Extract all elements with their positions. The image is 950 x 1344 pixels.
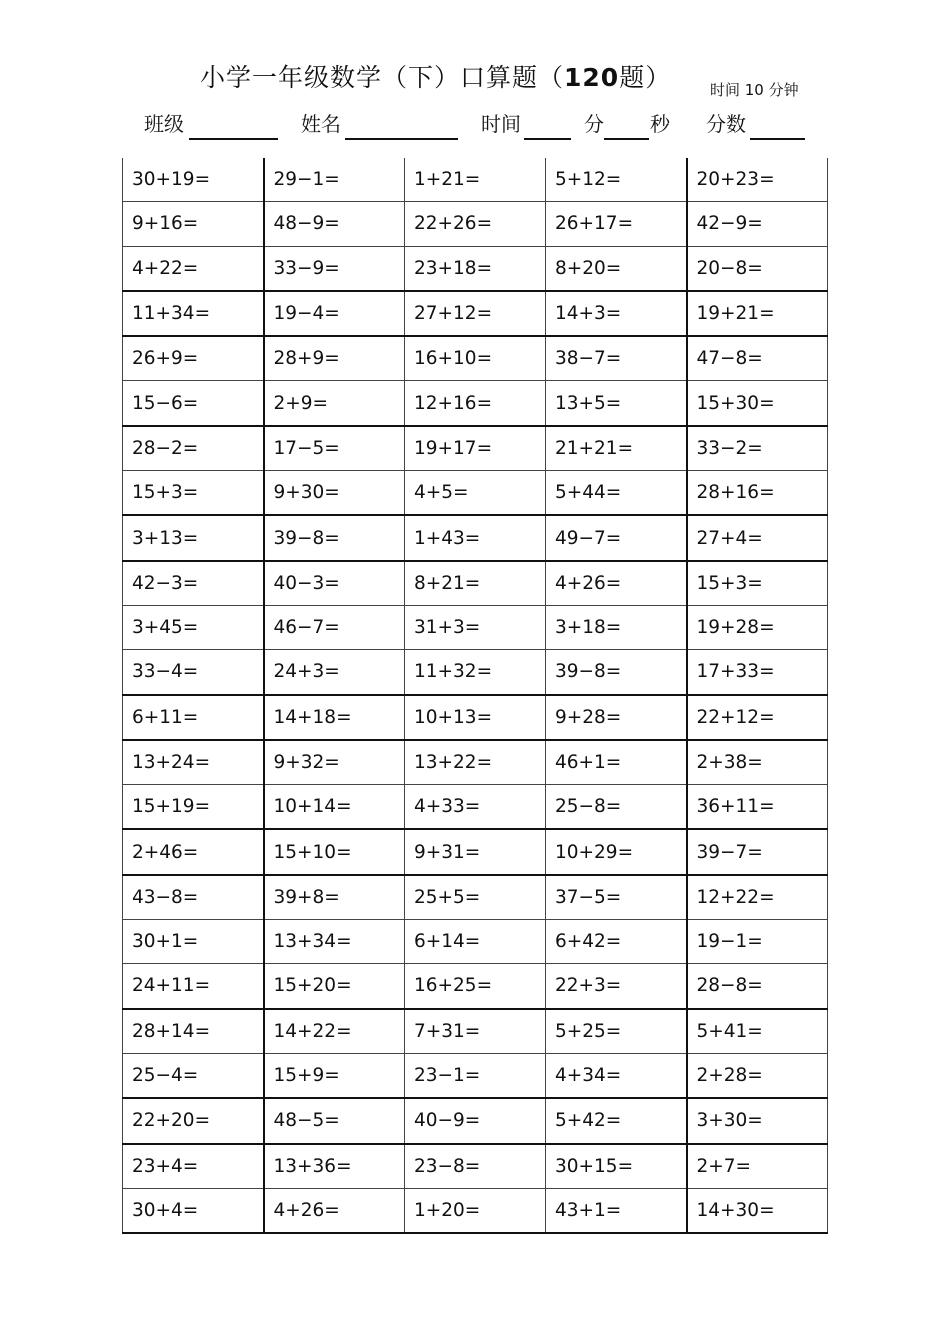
problem-cell[interactable]: 39−7= [687, 829, 828, 874]
problem-cell[interactable]: 27+12= [405, 291, 546, 336]
problem-row [123, 964, 828, 1009]
title-number: 120 [564, 63, 620, 92]
problem-cell[interactable]: 46+1= [546, 740, 687, 785]
problem-cell[interactable]: 40−3= [264, 561, 405, 606]
problem-cell[interactable]: 49−7= [546, 515, 687, 560]
problem-row [123, 650, 828, 695]
problem-cell[interactable]: 19+21= [687, 291, 828, 336]
problem-row [123, 1053, 828, 1098]
problem-cell[interactable]: 17−5= [264, 426, 405, 471]
problem-row [123, 920, 828, 964]
problem-cell[interactable]: 19+28= [687, 605, 828, 649]
problem-cell[interactable]: 23+4= [123, 1144, 264, 1189]
problem-cell[interactable]: 5+44= [546, 471, 687, 516]
problem-row [123, 202, 828, 246]
problem-cell[interactable]: 3+45= [123, 605, 264, 649]
problem-cell[interactable]: 6+11= [123, 695, 264, 740]
problem-row [123, 785, 828, 830]
score-blank[interactable] [750, 138, 805, 140]
problem-cell[interactable]: 19+17= [405, 426, 546, 471]
problem-cell[interactable]: 15+20= [264, 964, 405, 1009]
problem-cell[interactable]: 33−2= [687, 426, 828, 471]
problem-cell[interactable]: 14+18= [264, 695, 405, 740]
problem-row [123, 381, 828, 426]
problem-cell[interactable]: 3+18= [546, 605, 687, 649]
second-label: 秒 [650, 112, 670, 136]
problem-cell[interactable]: 4+22= [123, 246, 264, 291]
problem-cell[interactable]: 22+20= [123, 1098, 264, 1143]
problem-row [123, 561, 828, 606]
problem-cell[interactable]: 9+32= [264, 740, 405, 785]
problem-row [123, 695, 828, 740]
problem-cell[interactable]: 1+21= [405, 158, 546, 202]
problem-cell[interactable]: 11+32= [405, 650, 546, 695]
problem-cell[interactable]: 1+20= [405, 1188, 546, 1233]
problem-cell[interactable]: 13+36= [264, 1144, 405, 1189]
problem-row [123, 471, 828, 516]
score-label: 分数 [706, 112, 746, 136]
problem-cell[interactable]: 8+20= [546, 246, 687, 291]
problem-cell[interactable]: 2+7= [687, 1144, 828, 1189]
problem-cell[interactable]: 30+4= [123, 1188, 264, 1233]
problem-cell[interactable]: 1+43= [405, 515, 546, 560]
problem-cell[interactable]: 4+5= [405, 471, 546, 516]
problem-cell[interactable]: 2+28= [687, 1053, 828, 1098]
class-blank[interactable] [189, 138, 278, 140]
problem-grid [122, 158, 828, 1234]
problem-cell[interactable]: 42−9= [687, 202, 828, 246]
problem-row [123, 740, 828, 785]
minute-label: 分 [584, 112, 604, 136]
problem-row [123, 1098, 828, 1143]
problem-cell[interactable]: 28+9= [264, 336, 405, 381]
problem-cell[interactable]: 30+19= [123, 158, 264, 202]
problem-cell[interactable]: 15+3= [687, 561, 828, 606]
problem-cell[interactable]: 5+25= [546, 1009, 687, 1054]
problem-cell[interactable]: 15+3= [123, 471, 264, 516]
problem-cell[interactable]: 5+12= [546, 158, 687, 202]
problem-cell[interactable]: 15−6= [123, 381, 264, 426]
problem-cell[interactable]: 12+16= [405, 381, 546, 426]
problem-cell[interactable]: 6+14= [405, 920, 546, 964]
problem-cell[interactable]: 14+3= [546, 291, 687, 336]
problem-cell[interactable]: 8+21= [405, 561, 546, 606]
problem-cell[interactable]: 43−8= [123, 875, 264, 920]
problem-cell[interactable]: 28+14= [123, 1009, 264, 1054]
problem-cell[interactable]: 39−8= [546, 650, 687, 695]
problem-cell[interactable]: 22+3= [546, 964, 687, 1009]
problem-cell[interactable]: 28−2= [123, 426, 264, 471]
problem-cell[interactable]: 39−8= [264, 515, 405, 560]
problem-cell[interactable]: 11+34= [123, 291, 264, 336]
problem-cell[interactable]: 28+16= [687, 471, 828, 516]
problem-cell[interactable]: 2+46= [123, 829, 264, 874]
problem-cell[interactable]: 22+26= [405, 202, 546, 246]
problem-cell[interactable]: 13+24= [123, 740, 264, 785]
problem-row [123, 605, 828, 649]
problem-cell[interactable]: 25−8= [546, 785, 687, 830]
problem-row [123, 515, 828, 560]
problem-row [123, 1144, 828, 1189]
problem-cell[interactable]: 23−8= [405, 1144, 546, 1189]
problem-cell[interactable]: 33−9= [264, 246, 405, 291]
problem-cell[interactable]: 10+13= [405, 695, 546, 740]
problem-cell[interactable]: 39+8= [264, 875, 405, 920]
problem-cell[interactable]: 25−4= [123, 1053, 264, 1098]
problem-cell[interactable]: 37−5= [546, 875, 687, 920]
problem-cell[interactable]: 14+22= [264, 1009, 405, 1054]
problem-cell[interactable]: 23−1= [405, 1053, 546, 1098]
problem-cell[interactable]: 26+17= [546, 202, 687, 246]
name-label: 姓名 [301, 112, 341, 136]
problem-row [123, 426, 828, 471]
problem-cell[interactable]: 17+33= [687, 650, 828, 695]
problem-cell[interactable]: 24+11= [123, 964, 264, 1009]
problem-cell[interactable]: 29−1= [264, 158, 405, 202]
problem-row [123, 829, 828, 874]
problem-cell[interactable]: 24+3= [264, 650, 405, 695]
problem-cell[interactable]: 47−8= [687, 336, 828, 381]
problem-cell[interactable]: 15+9= [264, 1053, 405, 1098]
title-prefix: 小学一年级数学（下）口算题（ [200, 63, 565, 92]
problem-cell[interactable]: 3+13= [123, 515, 264, 560]
problem-cell[interactable]: 4+34= [546, 1053, 687, 1098]
title-suffix: 题） [619, 63, 672, 92]
problem-cell[interactable]: 23+18= [405, 246, 546, 291]
problem-cell[interactable]: 16+10= [405, 336, 546, 381]
problem-cell[interactable]: 20+23= [687, 158, 828, 202]
problem-cell[interactable]: 5+42= [546, 1098, 687, 1143]
problem-cell[interactable]: 19−1= [687, 920, 828, 964]
problem-cell[interactable]: 9+30= [264, 471, 405, 516]
problem-cell[interactable]: 13+5= [546, 381, 687, 426]
problem-cell[interactable]: 20−8= [687, 246, 828, 291]
problem-cell[interactable]: 26+9= [123, 336, 264, 381]
problem-cell[interactable]: 40−9= [405, 1098, 546, 1143]
problem-cell[interactable]: 19−4= [264, 291, 405, 336]
problem-cell[interactable]: 31+3= [405, 605, 546, 649]
problem-cell[interactable]: 15+19= [123, 785, 264, 830]
problem-cell[interactable]: 48−9= [264, 202, 405, 246]
time-limit: 时间 10 分钟 [710, 81, 799, 99]
problem-row [123, 875, 828, 920]
problem-cell[interactable]: 9+16= [123, 202, 264, 246]
problem-cell[interactable]: 4+26= [264, 1188, 405, 1233]
time-label: 时间 [481, 112, 521, 136]
problem-cell[interactable]: 15+10= [264, 829, 405, 874]
problem-cell[interactable]: 13+34= [264, 920, 405, 964]
info-line [0, 108, 950, 142]
problem-row [123, 246, 828, 291]
problem-row [123, 1188, 828, 1233]
problem-cell[interactable]: 22+12= [687, 695, 828, 740]
problem-cell[interactable]: 14+30= [687, 1188, 828, 1233]
problem-cell[interactable]: 43+1= [546, 1188, 687, 1233]
problem-cell[interactable]: 10+14= [264, 785, 405, 830]
problem-cell[interactable]: 15+30= [687, 381, 828, 426]
problem-cell[interactable]: 4+26= [546, 561, 687, 606]
problem-cell[interactable]: 21+21= [546, 426, 687, 471]
problem-cell[interactable]: 16+25= [405, 964, 546, 1009]
time-minutes-blank[interactable] [524, 138, 571, 140]
problem-cell[interactable]: 42−3= [123, 561, 264, 606]
problem-cell[interactable]: 38−7= [546, 336, 687, 381]
problem-cell[interactable]: 27+4= [687, 515, 828, 560]
time-seconds-blank[interactable] [604, 138, 649, 140]
problem-cell[interactable]: 6+42= [546, 920, 687, 964]
problem-cell[interactable]: 28−8= [687, 964, 828, 1009]
problem-cell[interactable]: 33−4= [123, 650, 264, 695]
problem-cell[interactable]: 3+30= [687, 1098, 828, 1143]
worksheet-title [200, 58, 671, 94]
problem-cell[interactable]: 7+31= [405, 1009, 546, 1054]
problem-cell[interactable]: 25+5= [405, 875, 546, 920]
problem-cell[interactable]: 30+15= [546, 1144, 687, 1189]
problem-cell[interactable]: 30+1= [123, 920, 264, 964]
problem-cell[interactable]: 12+22= [687, 875, 828, 920]
problem-cell[interactable]: 5+41= [687, 1009, 828, 1054]
class-label: 班级 [144, 112, 184, 136]
problem-row [123, 336, 828, 381]
problem-cell[interactable]: 2+38= [687, 740, 828, 785]
problem-cell[interactable]: 46−7= [264, 605, 405, 649]
problem-row [123, 291, 828, 336]
problem-cell[interactable]: 13+22= [405, 740, 546, 785]
problem-cell[interactable]: 9+28= [546, 695, 687, 740]
problem-cell[interactable]: 9+31= [405, 829, 546, 874]
name-blank[interactable] [345, 138, 458, 140]
problem-cell[interactable]: 48−5= [264, 1098, 405, 1143]
problem-cell[interactable]: 4+33= [405, 785, 546, 830]
problem-cell[interactable]: 2+9= [264, 381, 405, 426]
problem-cell[interactable]: 36+11= [687, 785, 828, 830]
problem-row [123, 1009, 828, 1054]
problem-row [123, 158, 828, 202]
problem-cell[interactable]: 10+29= [546, 829, 687, 874]
